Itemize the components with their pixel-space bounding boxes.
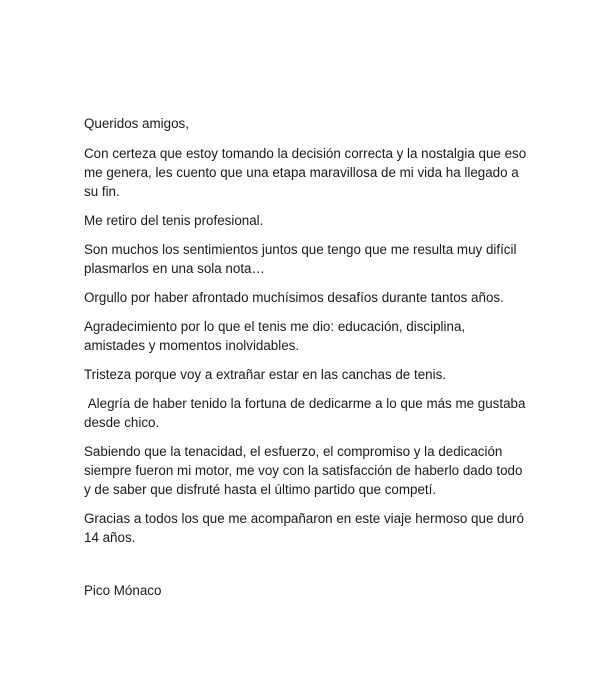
letter-paragraph-4: Orgullo por haber afrontado muchísimos desafíos durante tantos años. xyxy=(84,290,504,305)
letter-paragraph-2: Me retiro del tenis profesional. xyxy=(84,213,264,228)
letter-paragraph-6: Tristeza porque voy a extrañar estar en las canchas de tenis. xyxy=(84,367,446,382)
letter-paragraph-5: Agradecimiento por lo que el tenis me dio: educación, disciplina, amistades y momentos inolvidables. xyxy=(84,319,466,353)
letter-paragraph-7: Alegría de haber tenido la fortuna de dedicarme a lo que más me gustaba desde chico. xyxy=(84,396,530,430)
letter-paragraph-3: Son muchos los sentimientos juntos que tengo que me resulta muy difícil plasmarlos en una sola nota… xyxy=(84,242,517,276)
letter-paragraph-1: Con certeza que estoy tomando la decisión correcta y la nostalgia que eso me genera, les cuento que una etapa maravillosa de mi vida ha llegado a su fin. xyxy=(84,146,527,199)
letter-body xyxy=(84,114,529,610)
letter-signature: Pico Mónaco xyxy=(84,583,162,598)
letter-greeting: Queridos amigos, xyxy=(84,116,189,131)
letter-paragraph-8: Sabiendo que la tenacidad, el esfuerzo, el compromiso y la dedicación siempre fueron mi motor, me voy con la satisfacción de haberlo dado todo y de saber que disfruté hasta el último partido que competí. xyxy=(84,444,523,497)
letter-paragraph-9: Gracias a todos los que me acompañaron en este viaje hermoso que duró 14 años. xyxy=(84,511,524,545)
